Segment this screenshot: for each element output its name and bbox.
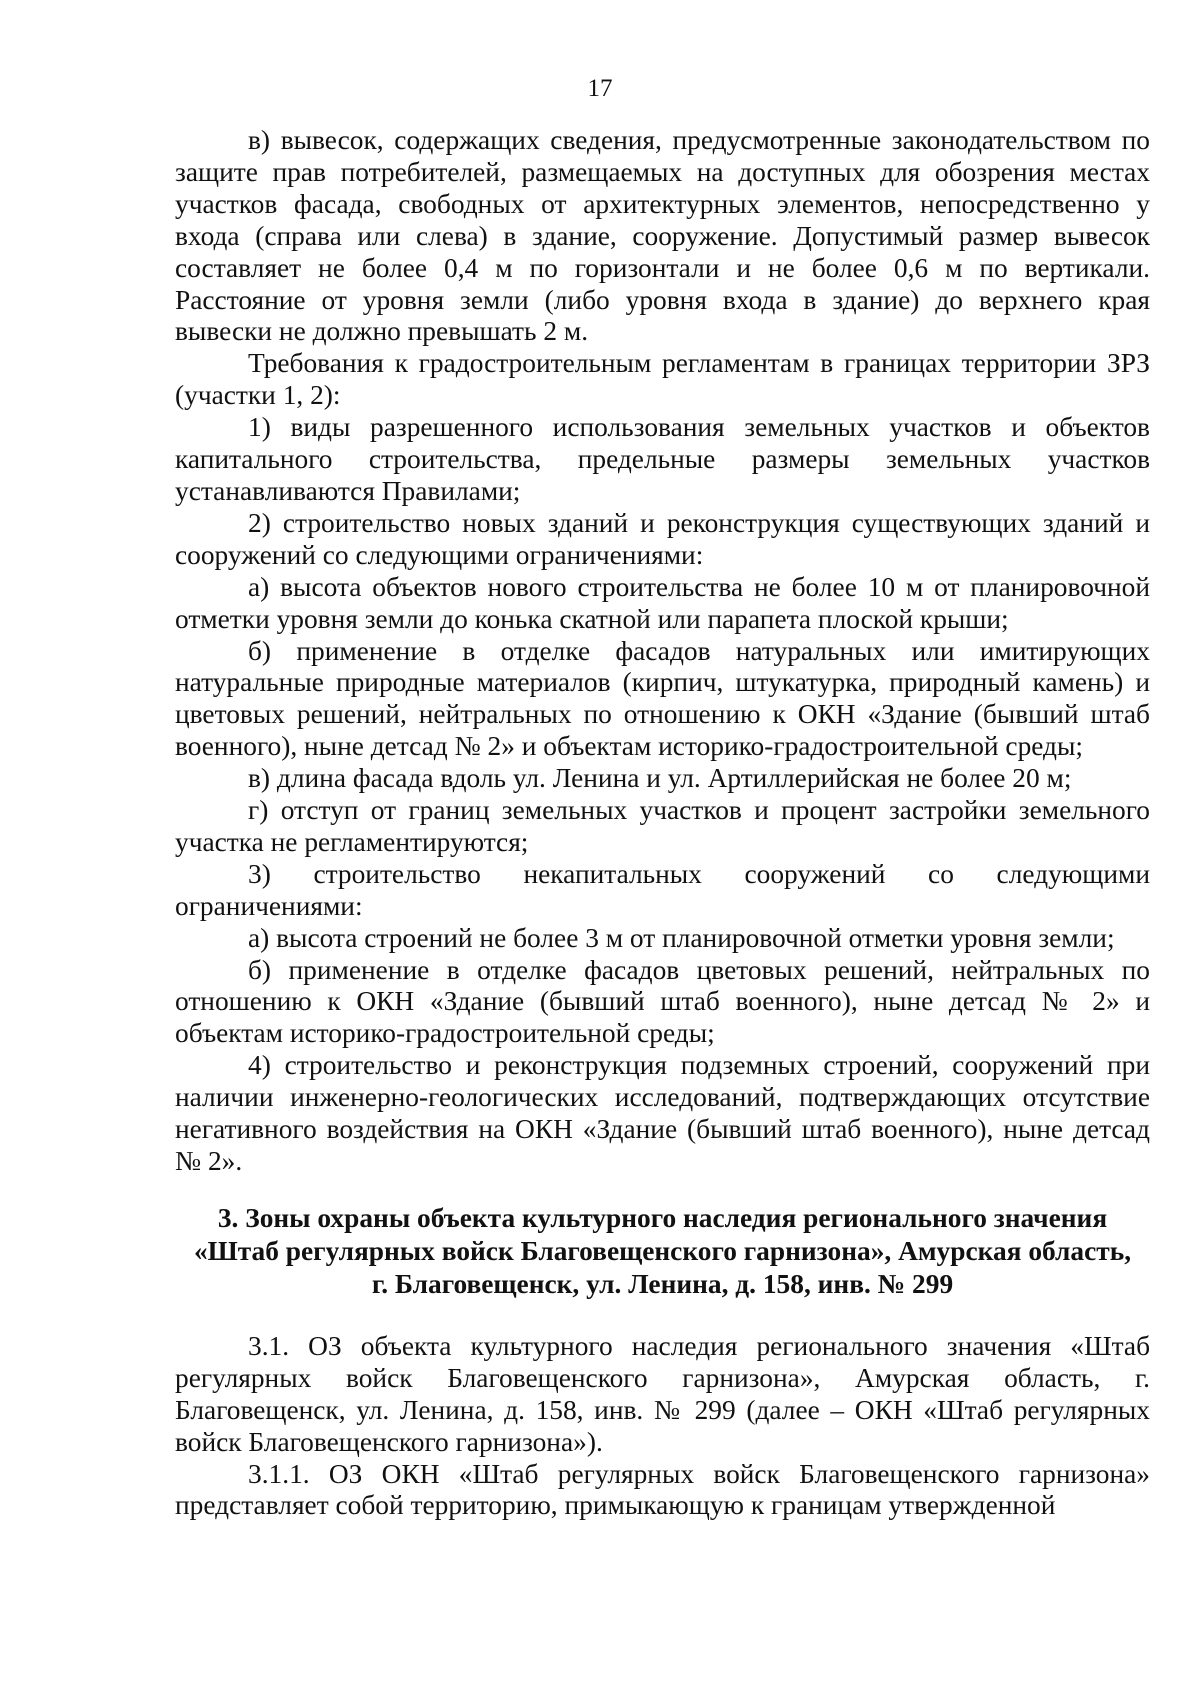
- paragraph-item-1: 1) виды разрешенного использования земельных участков и объектов капитального строительства, предельные размеры земельных участков устанавливаются Правилами;: [175, 412, 1150, 506]
- paragraph-zrz-requirements: Требования к градостроительным регламентам в границах территории ЗРЗ (участки 1, 2):: [175, 348, 1150, 411]
- paragraph-item-2: 2) строительство новых зданий и реконструкция существующих зданий и сооружений со следующими ограничениями:: [175, 507, 1150, 570]
- document-body: [175, 125, 1150, 1522]
- paragraph-item-2b: б) применение в отделке фасадов натуральных или имитирующих натуральные природные материалов (кирпич, штукатурка, природный камень) и цветовых решений, нейтральных по отношению к ОКН «Здание (бывший штаб военного), ныне детсад № 2» и объектам историко-градостроительной среды;: [175, 635, 1150, 762]
- paragraph-item-2v: в) длина фасада вдоль ул. Ленина и ул. Артиллерийская не более 20 м;: [248, 763, 1072, 794]
- section-heading-line: «Штаб регулярных войск Благовещенского гарнизона», Амурская область,: [193, 1235, 1132, 1266]
- section-heading-line: г. Благовещенск, ул. Ленина, д. 158, инв. № 299: [371, 1268, 954, 1299]
- section-heading: [175, 1202, 1150, 1301]
- paragraph-item-2g: г) отступ от границ земельных участков и процент застройки земельного участка не регламентируются;: [175, 795, 1150, 857]
- section-heading-line: 3. Зоны охраны объекта культурного наследия регионального значения: [217, 1202, 1108, 1233]
- paragraph-item-2a: а) высота объектов нового строительства не более 10 м от планировочной отметки уровня земли до конька скатной или парапета плоской крыши;: [175, 571, 1150, 634]
- paragraph-signs: в) вывесок, содержащих сведения, предусмотренные законодательством по защите прав потребителей, размещаемых на доступных для обозрения местах участков фасада, свободных от архитектурных элементов, непосредственно у входа (справа или слева) в здание, сооружение. Допустимый размер вывесок составляет не более 0,4 м по горизонтали и не более 0,6 м по вертикали. Расстояние от уровня земли (либо уровня входа в здание) до верхнего края вывески не должно превышать 2 м.: [175, 125, 1150, 347]
- paragraph-3-1: 3.1. ОЗ объекта культурного наследия регионального значения «Штаб регулярных войск Благовещенского гарнизона», Амурская область, г. Благовещенск, ул. Ленина, д. 158, инв. № 299 (далее – ОКН «Штаб регулярных войск Благовещенского гарнизона»).: [175, 1330, 1150, 1457]
- paragraph-item-3a: а) высота строений не более 3 м от планировочной отметки уровня земли;: [248, 922, 1115, 953]
- paragraph-3-1-1: 3.1.1. ОЗ ОКН «Штаб регулярных войск Благовещенского гарнизона» представляет собой территорию, примыкающую к границам утвержденной: [175, 1458, 1150, 1521]
- paragraph-item-4: 4) строительство и реконструкция подземных строений, сооружений при наличии инженерно-геологических исследований, подтверждающих отсутствие негативного воздействия на ОКН «Здание (бывший штаб военного), ныне детсад № 2».: [175, 1050, 1150, 1176]
- paragraph-item-3b: б) применение в отделке фасадов цветовых решений, нейтральных по отношению к ОКН «Здание (бывший штаб военного), ныне детсад № 2» и объектам историко-градостроительной среды;: [175, 954, 1150, 1049]
- paragraph-item-3: 3) строительство некапитальных сооружений со следующими ограничениями:: [175, 858, 1150, 921]
- page-number: 17: [587, 75, 613, 102]
